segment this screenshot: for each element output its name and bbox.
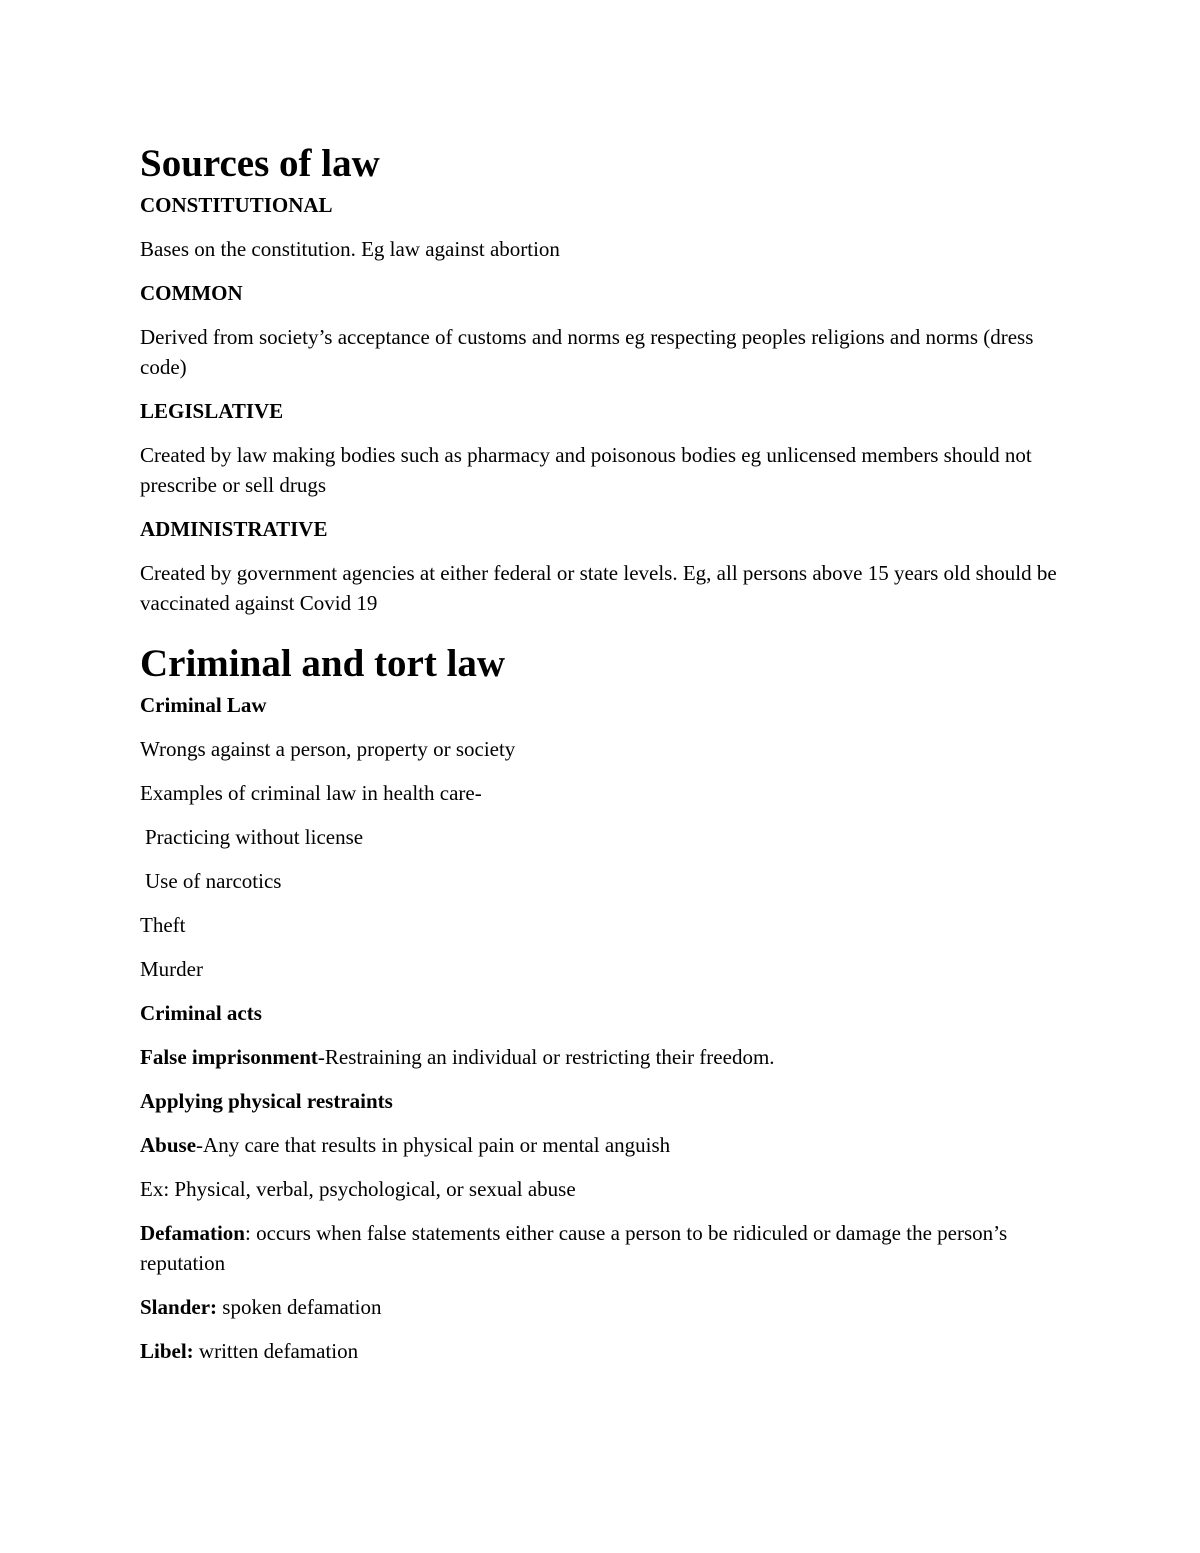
definition-libel: written defamation [193, 1339, 359, 1363]
subheading-administrative: ADMINISTRATIVE [140, 517, 328, 541]
paragraph-abuse [140, 1130, 1060, 1160]
paragraph-administrative: Created by government agencies at either federal or state levels. Eg, all persons above 15 years old should be vaccinated against Covid 19 [140, 561, 1057, 615]
paragraph-slander [140, 1292, 1060, 1322]
paragraph-defamation [140, 1218, 1060, 1278]
term-defamation: Defamation [140, 1221, 245, 1245]
heading-criminal-and-tort-law: Criminal and tort law [140, 642, 506, 685]
document-page [140, 138, 1060, 1380]
subheading-criminal-acts: Criminal acts [140, 1001, 262, 1025]
subheading-criminal-law: Criminal Law [140, 693, 267, 717]
paragraph-constitutional: Bases on the constitution. Eg law against abortion [140, 237, 560, 261]
example-item: Use of narcotics [145, 869, 282, 893]
paragraph-false-imprisonment [140, 1042, 1060, 1072]
example-item: Theft [140, 913, 186, 937]
example-item: Murder [140, 957, 203, 981]
definition-abuse: -Any care that results in physical pain or mental anguish [196, 1133, 671, 1157]
paragraph-abuse-examples: Ex: Physical, verbal, psychological, or sexual abuse [140, 1177, 576, 1201]
subheading-legislative: LEGISLATIVE [140, 399, 284, 423]
subheading-common: COMMON [140, 281, 243, 305]
example-item: Practicing without license [145, 825, 364, 849]
definition-defamation: : occurs when false statements either cause a person to be ridiculed or damage the person’s reputation [140, 1221, 1008, 1275]
subheading-constitutional: CONSTITUTIONAL [140, 193, 333, 217]
definition-false-imprisonment: -Restraining an individual or restricting their freedom. [317, 1045, 775, 1069]
term-false-imprisonment: False imprisonment [140, 1045, 318, 1069]
term-libel: Libel: [140, 1339, 194, 1363]
term-slander: Slander: [140, 1295, 218, 1319]
paragraph-libel [140, 1336, 1060, 1366]
term-abuse: Abuse [140, 1133, 197, 1157]
paragraph-examples-intro: Examples of criminal law in health care- [140, 781, 482, 805]
subheading-physical-restraints: Applying physical restraints [140, 1089, 393, 1113]
heading-sources-of-law: Sources of law [140, 142, 380, 185]
paragraph-legislative: Created by law making bodies such as pharmacy and poisonous bodies eg unlicensed members should not prescribe or sell drugs [140, 443, 1032, 497]
definition-slander: spoken defamation [217, 1295, 382, 1319]
paragraph-common: Derived from society’s acceptance of customs and norms eg respecting peoples religions and norms (dress code) [140, 325, 1034, 379]
paragraph-criminal-definition: Wrongs against a person, property or society [140, 737, 516, 761]
